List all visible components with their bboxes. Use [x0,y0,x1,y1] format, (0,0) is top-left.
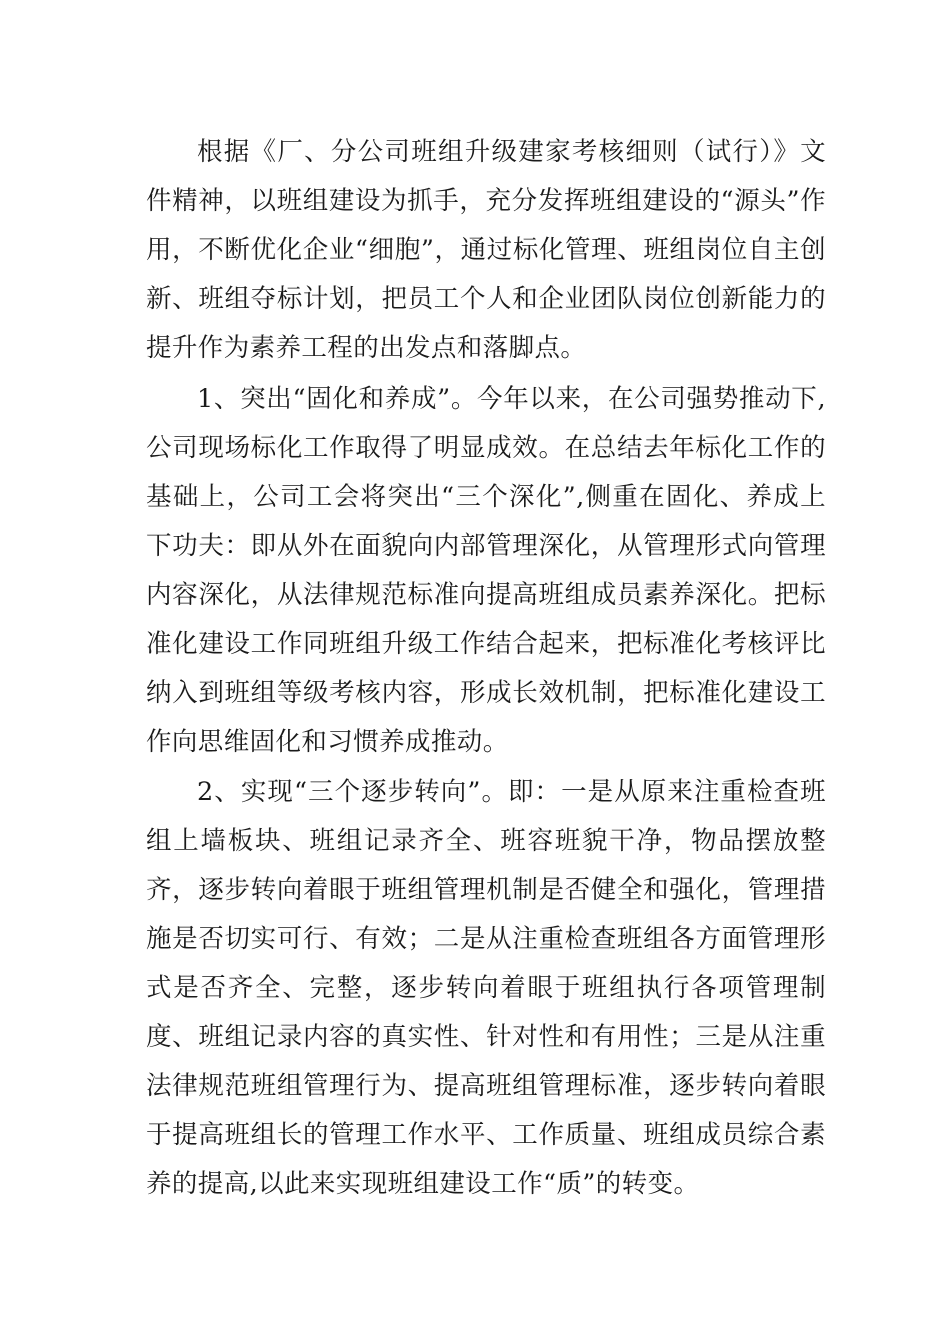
intro-paragraph: 根据《厂、分公司班组升级建家考核细则（试行）》文件精神，以班组建设为抓手，充分发挥班组建设的“源头”作用，不断优化企业“细胞”，通过标化管理、班组岗位自主创新、班组夺标计划，把员工个人和企业团队岗位创新能力的提升作为素养工程的出发点和落脚点。 [146,137,826,363]
section-2-paragraph: 2、实现“三个逐步转向”。即：一是从原来注重检查班组上墙板块、班组记录齐全、班容班貌干净，物品摆放整齐，逐步转向着眼于班组管理机制是否健全和强化，管理措施是否切实可行、有效；二是从注重检查班组各方面管理形式是否齐全、完整，逐步转向着眼于班组执行各项管理制度、班组记录内容的真实性、针对性和有用性；三是从注重法律规范班组管理行为、提高班组管理标准，逐步转向着眼于提高班组长的管理工作水平、工作质量、班组成员综合素养的提高,以此来实现班组建设工作“质”的转变。 [146,777,826,1199]
section-1-paragraph: 1、突出“固化和养成”。今年以来，在公司强势推动下,公司现场标化工作取得了明显成效。在总结去年标化工作的基础上，公司工会将突出“三个深化”,侧重在固化、养成上下功夫：即从外在面貌向内部管理深化，从管理形式向管理内容深化，从法律规范标准向提高班组成员素养深化。把标准化建设工作同班组升级工作结合起来，把标准化考核评比纳入到班组等级考核内容，形成长效机制，把标准化建设工作向思维固化和习惯养成推动。 [146,384,826,757]
